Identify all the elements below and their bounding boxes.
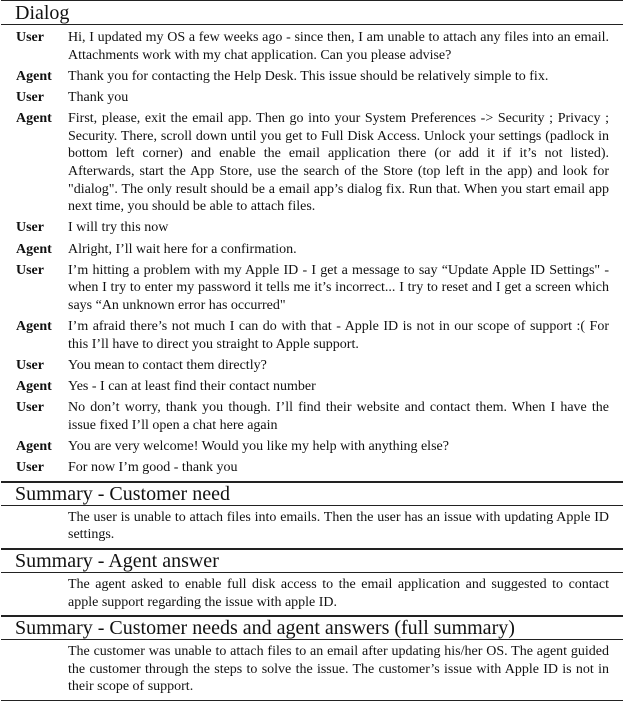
turn-speaker: User (16, 220, 44, 236)
dialog-turn (1, 241, 623, 259)
turn-speaker: Agent (16, 68, 52, 84)
turn-utterance: Thank you (68, 89, 129, 105)
summary-full-text: The customer was unable to attach files to an email after updating his/her OS. The agent guided the customer through the steps to solve the issue. The customer’s issue with Apple ID is not in their scope of support. (68, 644, 609, 695)
turn-speaker: User (16, 89, 44, 105)
turn-utterance: For now I’m good - thank you (68, 460, 238, 476)
turn-utterance: Alright, I’ll wait here for a confirmation. (68, 241, 297, 257)
dialog-turn (1, 262, 623, 315)
dialog-turn (1, 399, 623, 434)
turn-speaker: Agent (16, 439, 52, 454)
turn-speaker: User (16, 357, 44, 373)
turn-speaker: User (16, 460, 44, 476)
dialog-figure (1, 0, 623, 701)
dialog-turn (1, 110, 623, 216)
bottom-rule (1, 700, 623, 701)
turn-speaker: User (16, 30, 44, 45)
turn-utterance: No don’t worry, thank you though. I’ll find their website and contact them. When I have the issue fixed I’ll open a chat here again (68, 400, 609, 433)
summary-agent-answer-title: Summary - Agent answer (15, 549, 219, 572)
turn-speaker: User (16, 400, 44, 416)
summary-customer-need-title: Summary - Customer need (15, 482, 230, 505)
dialog-turn (1, 459, 623, 477)
turn-speaker: Agent (16, 379, 52, 395)
turn-utterance: You are very welcome! Would you like my help with anything else? (68, 439, 449, 454)
dialog-turn (1, 89, 623, 107)
summary-customer-need-text: The user is unable to attach files into emails. Then the user has an issue with updating Apple ID settings. (68, 509, 609, 543)
summary-agent-answer-text: The agent asked to enable full disk access to the email application and suggested to contact apple support regarding the issue with apple ID. (68, 576, 609, 610)
dialog-turn (1, 68, 623, 86)
dialog-title: Dialog (15, 2, 70, 24)
turn-utterance: Thank you for contacting the Help Desk. This issue should be relatively simple to fix. (68, 68, 549, 84)
summary-full-title: Summary - Customer needs and agent answers (full summary) (15, 617, 515, 640)
turn-speaker: Agent (16, 241, 52, 257)
dialog-turn (1, 438, 623, 456)
turn-utterance: Hi, I updated my OS a few weeks ago - since then, I am unable to attach any files into an email. Attachments work with my chat application. Can you please advise? (68, 30, 609, 63)
turn-utterance: You mean to contact them directly? (68, 357, 267, 373)
turn-utterance: I’m afraid there’s not much I can do with that - Apple ID is not in our scope of support :( For this I’ll have to direct you straight to Apple support. (68, 319, 609, 352)
dialog-turn (1, 29, 623, 64)
turn-speaker: Agent (16, 319, 52, 335)
turn-utterance: I’m hitting a problem with my Apple ID - I get a message to say “Update Apple ID Settings" - when I try to enter my password it tells me it’s incorrect... I try to reset and I get a screen which says “An unknown error has occurred" (68, 262, 609, 313)
dialog-turn (1, 357, 623, 375)
dialog-turn (1, 378, 623, 396)
turn-utterance: First, please, exit the email app. Then go into your System Preferences -> Security ; Privacy ; Security. There, scroll down until you get to Full Disk Access. Unlock your settings (padlock in bottom left corner) and enable the email application there (or add it if it’s not listed). Afterwards, start the App Store, use the search of the Store (top left in the app) and look for "dialog". The only result should be a email app’s dialog fix. Run that. When you start email app next time, you should be able to attach files. (68, 111, 609, 215)
turn-utterance: Yes - I can at least find their contact number (68, 379, 316, 395)
turn-speaker: Agent (16, 111, 52, 127)
dialog-turn (1, 318, 623, 353)
dialog-turn (1, 219, 623, 237)
turn-speaker: User (16, 262, 44, 278)
dialog-turns (1, 25, 623, 477)
turn-utterance: I will try this now (68, 220, 169, 236)
